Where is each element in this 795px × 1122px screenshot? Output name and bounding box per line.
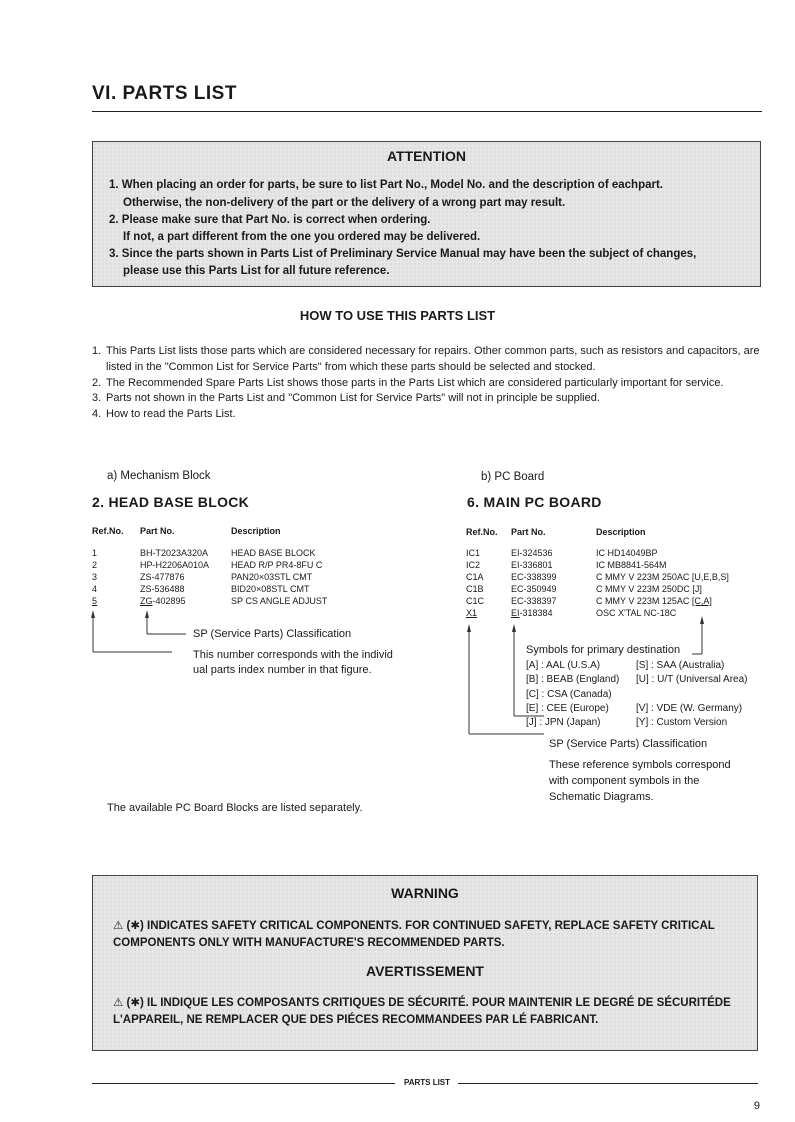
warning-box (92, 875, 758, 1051)
part-cell: HP-H2206A010A (140, 560, 210, 570)
howto-item (92, 376, 762, 392)
destination-item: [S] : SAA (Australia) (636, 660, 725, 671)
ref-cell: IC2 (466, 560, 481, 570)
attention-line: 2. Please make sure that Part No. is correct when ordering. (109, 214, 431, 226)
part-number-suffix: -318384 (519, 608, 553, 618)
destination-item: [E] : CEE (Europe) (526, 702, 609, 714)
part-cell: EC-338399 (511, 572, 557, 582)
howto-item (92, 344, 762, 376)
col-header-part: Part No. (511, 527, 546, 537)
avertissement-title: AVERTISSEMENT (366, 963, 484, 979)
desc-cell: IC MB8841-564M (596, 560, 667, 570)
ref-cell: C1A (466, 572, 484, 582)
destination-list-right (636, 659, 748, 730)
howto-item-text: Parts not shown in the Parts List and "Common List for Service Parts" will not in principle be supplied. (106, 392, 600, 405)
desc-cell: HEAD BASE BLOCK (231, 548, 316, 558)
index-number-note: This number corresponds with the individ (193, 649, 393, 661)
part-cell: ZS-477876 (140, 572, 185, 582)
page-number: 9 (753, 1100, 760, 1112)
pcboard-label: b) PC Board (481, 471, 545, 483)
sp-classification-note: SP (Service Parts) Classification (193, 628, 352, 640)
destination-item: [U] : U/T (Universal Area) (636, 674, 748, 686)
attention-line: 3. Since the parts shown in Parts List of Preliminary Service Manual may have been the subject of changes, (109, 248, 697, 260)
ref-cell: IC1 (466, 548, 481, 558)
howto-item-text: How to read the Parts List. (106, 408, 236, 421)
part-cell: EC-338397 (511, 596, 557, 606)
howto-item-text: The Recommended Spare Parts List shows those parts in the Parts List which are considered particularly important for service. (106, 376, 724, 389)
part-cell (140, 596, 186, 606)
part-cell: ZS-536488 (140, 584, 185, 594)
available-blocks-note: The available PC Board Blocks are listed separately. (107, 802, 363, 814)
page-title: VI. PARTS LIST (92, 83, 237, 104)
howto-item-number: 4. (92, 408, 102, 421)
col-header-ref: Ref.No. (466, 527, 498, 537)
desc-cell: SP CS ANGLE ADJUST (231, 596, 328, 606)
ref-cell: X1 (466, 608, 478, 618)
head-base-block-title: 2. HEAD BASE BLOCK (92, 494, 250, 510)
ref-cell: 3 (92, 572, 98, 582)
howto-item (92, 407, 762, 423)
destination-item: [B] : BEAB (England) (526, 674, 620, 686)
ref-cell: C1C (466, 596, 485, 606)
mechanism-label: a) Mechanism Block (107, 470, 211, 482)
main-pc-board-title: 6. MAIN PC BOARD (467, 494, 602, 510)
desc-cell: OSC X'TAL NC-18C (596, 608, 677, 618)
footer-rule (458, 1083, 758, 1084)
ref-cell: 2 (92, 560, 98, 570)
ref-cell: 1 (92, 548, 98, 558)
howto-list (92, 344, 762, 423)
ref-cell: C1B (466, 584, 484, 594)
desc-text: C MMY V 223M 125AC (596, 596, 692, 606)
index-number-note: ual parts index number in that figure. (193, 664, 372, 676)
reference-symbols-note: with component symbols in the (549, 775, 700, 787)
desc-cell: IC HD14049BP (596, 548, 658, 558)
avertissement-text: ⚠ (✱) IL INDIQUE LES COMPOSANTS CRITIQUES DE SÉCURITÉ. POUR MAINTENIR LE DEGRÉ DE SÉCURITÉDE L'APPAREIL, NE REMPLACER QUE DES PIÉCES RECOMMANDEES PAR LÉ FABRICANT. (113, 997, 731, 1026)
footer-rule (92, 1083, 395, 1084)
howto-item-number: 3. (92, 392, 102, 405)
desc-cell: BID20×08STL CMT (231, 584, 310, 594)
desc-cell: C MMY V 223M 250DC [J] (596, 584, 702, 594)
part-cell: EI-324536 (511, 548, 553, 558)
desc-cell: HEAD R/P PR4-8FU C (231, 560, 323, 570)
howto-item-number: 1. (92, 345, 102, 357)
attention-line: Otherwise, the non-delivery of the part or the delivery of a wrong part may result. (123, 197, 566, 209)
desc-cell (596, 596, 712, 606)
howto-item-number: 2. (92, 376, 102, 389)
destination-item: [A] : AAL (U.S.A) (526, 660, 601, 671)
howto-item-text: This Parts List lists those parts which are considered necessary for repairs. Other common parts, such as resistors and capacitors, are listed in the "Common List for Service Parts" from which these parts should be selected and stocked. (106, 345, 760, 373)
col-header-ref: Ref.No. (92, 526, 124, 536)
attention-line: please use this Parts List for all future reference. (123, 265, 390, 277)
howto-title: HOW TO USE THIS PARTS LIST (299, 308, 496, 323)
attention-line: If not, a part different from the one you ordered may be delivered. (123, 231, 481, 243)
mechanism-annotation-lines (88, 606, 188, 656)
destination-title: Symbols for primary destination (526, 644, 681, 656)
title-divider (92, 111, 762, 112)
ref-cell: 4 (92, 584, 98, 594)
ref-cell: 5 (92, 596, 98, 606)
attention-title: ATTENTION (386, 148, 467, 164)
col-header-desc: Description (596, 527, 646, 537)
desc-cell: C MMY V 223M 250AC [U,E,B,S] (596, 572, 729, 582)
part-number-suffix: -402895 (152, 596, 186, 606)
destination-item: [J] : JPN (Japan) (526, 717, 601, 729)
destination-item: [C] : CSA (Canada) (526, 688, 612, 700)
col-header-part: Part No. (140, 526, 175, 536)
warning-text: ⚠ (✱) INDICATES SAFETY CRITICAL COMPONENTS. FOR CONTINUED SAFETY, REPLACE SAFETY CRITICAL COMPONENTS ONLY WITH MANUFACTURE'S RECOMMENDED PARTS. (113, 920, 715, 949)
reference-symbols-note: These reference symbols correspond (549, 759, 731, 771)
footer-label: PARTS LIST (403, 1078, 451, 1087)
col-header-desc: Description (231, 526, 281, 536)
desc-cell: PAN20×03STL CMT (231, 572, 313, 582)
attention-box (92, 141, 761, 287)
destination-item (636, 688, 748, 702)
sp-classification-note: SP (Service Parts) Classification (549, 738, 708, 750)
part-cell: EC-350949 (511, 584, 557, 594)
destination-list-left (526, 659, 619, 730)
destination-item: [Y] : Custom Version (636, 717, 728, 729)
howto-item (92, 391, 762, 407)
destination-tag: [C,A] (691, 596, 712, 606)
sp-class-code: ZG (140, 596, 153, 606)
reference-symbols-note: Schematic Diagrams. (549, 791, 654, 803)
destination-item: [V] : VDE (W. Germany) (636, 702, 743, 714)
part-cell: EI-336801 (511, 560, 553, 570)
warning-title: WARNING (391, 885, 459, 901)
part-cell: BH-T2023A320A (140, 548, 209, 558)
attention-line: 1. When placing an order for parts, be sure to list Part No., Model No. and the description of eachpart. (109, 179, 663, 191)
sp-class-code: EI (511, 608, 520, 618)
